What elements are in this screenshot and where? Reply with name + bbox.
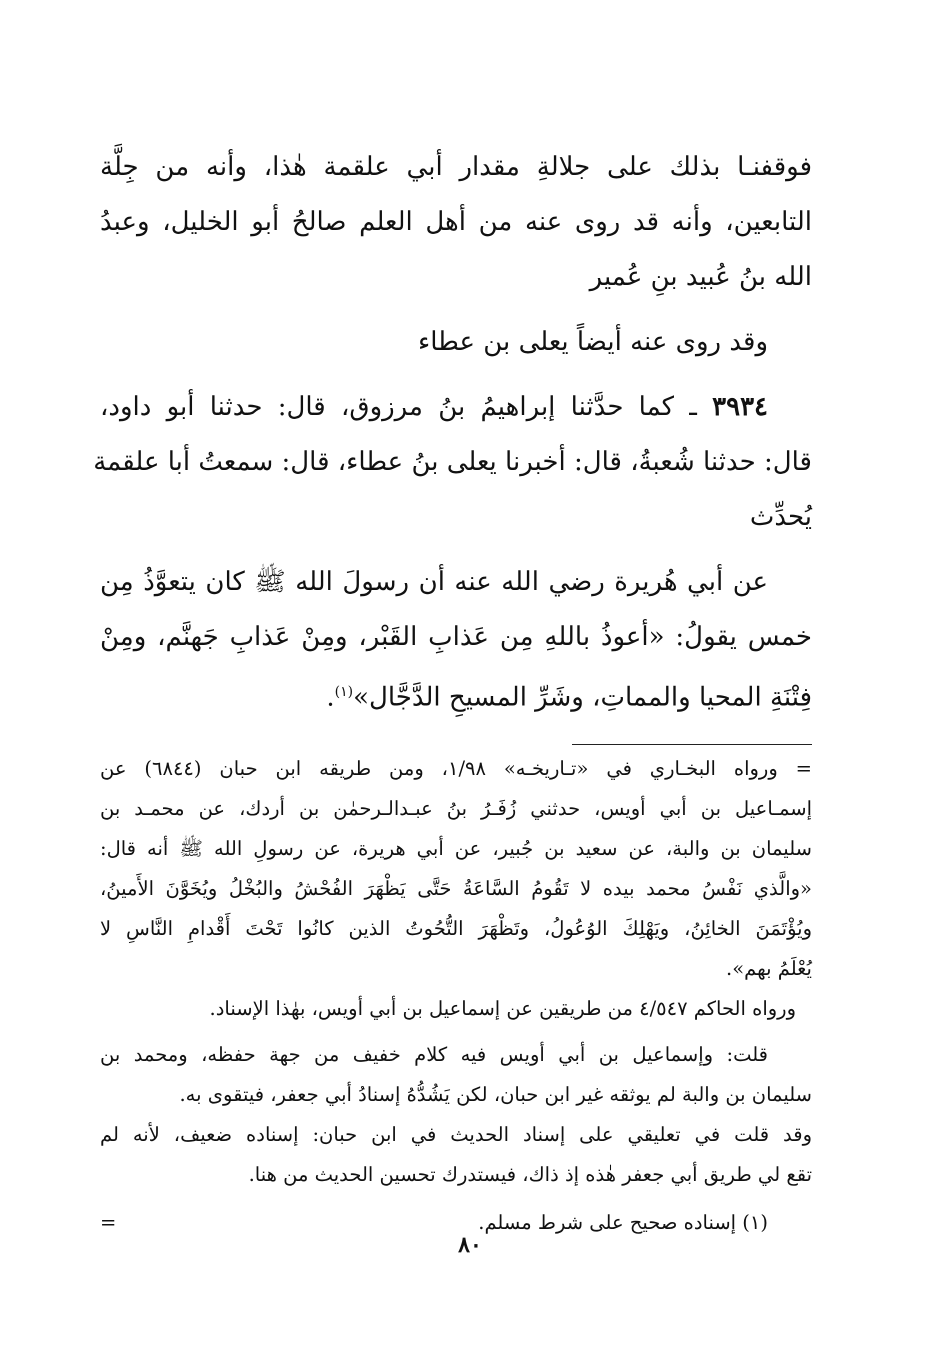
text-line: قال: حدثنا شُعبةُ، قال: أخبرنا يعلى بنُ عطاء، قال: سمعتُ أبا علقمة: [93, 447, 812, 477]
footnote-line: ويُؤْتَمَنَ الخائِنُ، ويَهْلِكَ الوُعُولُ، وتَظْهَرَ التُّحُوتُ الذين كانُوا تَحْتَ أَقْدامِ النَّاسِ لا: [100, 916, 812, 940]
footnote-line: تقع لي طريق أبي جعفر هٰذه إذ ذاك، فيستدرك تحسين الحديث من هنا.: [248, 1162, 812, 1186]
text-line: خمس يقولُ: «أعوذُ باللهِ مِن عَذابِ القَبْر، ومِنْ عَذابِ جَهنَّم، ومِنْ: [100, 622, 812, 652]
hadith-number: ٣٩٣٤: [712, 392, 768, 422]
footnote-reference: (١): [334, 684, 354, 700]
isnad-text: ـ كما حدَّثنا إبراهيمُ بنُ مرزوق، قال: حدثنا أبو داود،: [100, 392, 713, 422]
footnote-marker: (١): [742, 1210, 768, 1234]
footnote-line: = ورواه البخـاري في «تـاريخـه» ١/٩٨، ومن طريقه ابن حبان (٦٨٤٤) عن: [100, 756, 813, 780]
continuation-mark: =: [100, 1210, 117, 1234]
footnote-line: ورواه الحاكم ٤/٥٤٧ من طريقين عن إسماعيل بن أبي أويس، بهٰذا الإسناد.: [209, 996, 796, 1020]
text-line: فوقفنـا بذلك على جلالةِ مقدار أبي علقمة هٰذا، وأنه من جِلَّة: [100, 152, 812, 182]
footnote-separator: [572, 744, 812, 745]
footnote-line: سليمان بن والبة لم يوثقه غير ابن حبان، لكن يَشُدُّهُ إسنادُ أبي جعفر، فيتقوى به.: [179, 1082, 812, 1106]
paragraph-narrator-note: وقد روى عنه أيضاً يعلى بن عطاء: [418, 327, 768, 357]
text-line: يُحدِّث: [749, 502, 812, 532]
paragraph-intro: [100, 140, 812, 305]
text-line: الله بنُ عُبيد بنِ عُمير: [589, 262, 812, 292]
hadith-isnad: [93, 380, 812, 545]
footnote-text: إسناده صحيح على شرط مسلم.: [478, 1210, 737, 1234]
page-number: ٨٠: [458, 1232, 482, 1258]
footnote-line: إسمـاعيل بن أبي أويس، حدثني زُفَـرُ بنُ عبـدالـرحمٰن بن أردك، عن محمـد بن: [100, 796, 812, 820]
footnote-line: يُعْلَمُ بهم».: [726, 956, 812, 980]
text-line: عن أبي هُريرة رضي الله عنه أن رسولَ الله ﷺ كان يتعوَّذُ مِن: [100, 567, 768, 597]
footnote-line: «والَّذي نَفْسُ محمد بيده لا تَقُومُ السَّاعَةُ حَتَّى يَظْهَرَ الفُحْشُ والبُخْلُ ويُخَوَّنَ الأَمينُ،: [100, 876, 812, 900]
footnote-line: قلت: وإسماعيل بن أبي أويس فيه كلام خفيف من جهة حفظه، ومحمد بن: [100, 1042, 768, 1066]
hadith-matn: [100, 555, 812, 726]
matn-text: فِتْنَةِ المحيا والمماتِ، وشَرِّ المسيحِ الدَّجَّال»: [353, 682, 812, 713]
footnotes-section: [100, 749, 812, 1243]
text-line: [100, 665, 812, 726]
matn-period: .: [326, 682, 335, 713]
text-line: [100, 380, 812, 435]
footnote-line: سليمان بن والبة، عن سعيد بن جُبير، عن أبي هريرة، عن رسولِ الله ﷺ أنه قال:: [100, 836, 812, 860]
page-body: [93, 140, 813, 1243]
text-line: التابعين، وأنه قد روى عنه من أهل العلم صالحُ أبو الخليل، وعبدُ: [100, 207, 812, 237]
footnote-line: وقد قلت في تعليقي على إسناد الحديث في ابن حبان: إسناده ضعيف، لأنه لم: [100, 1122, 812, 1146]
